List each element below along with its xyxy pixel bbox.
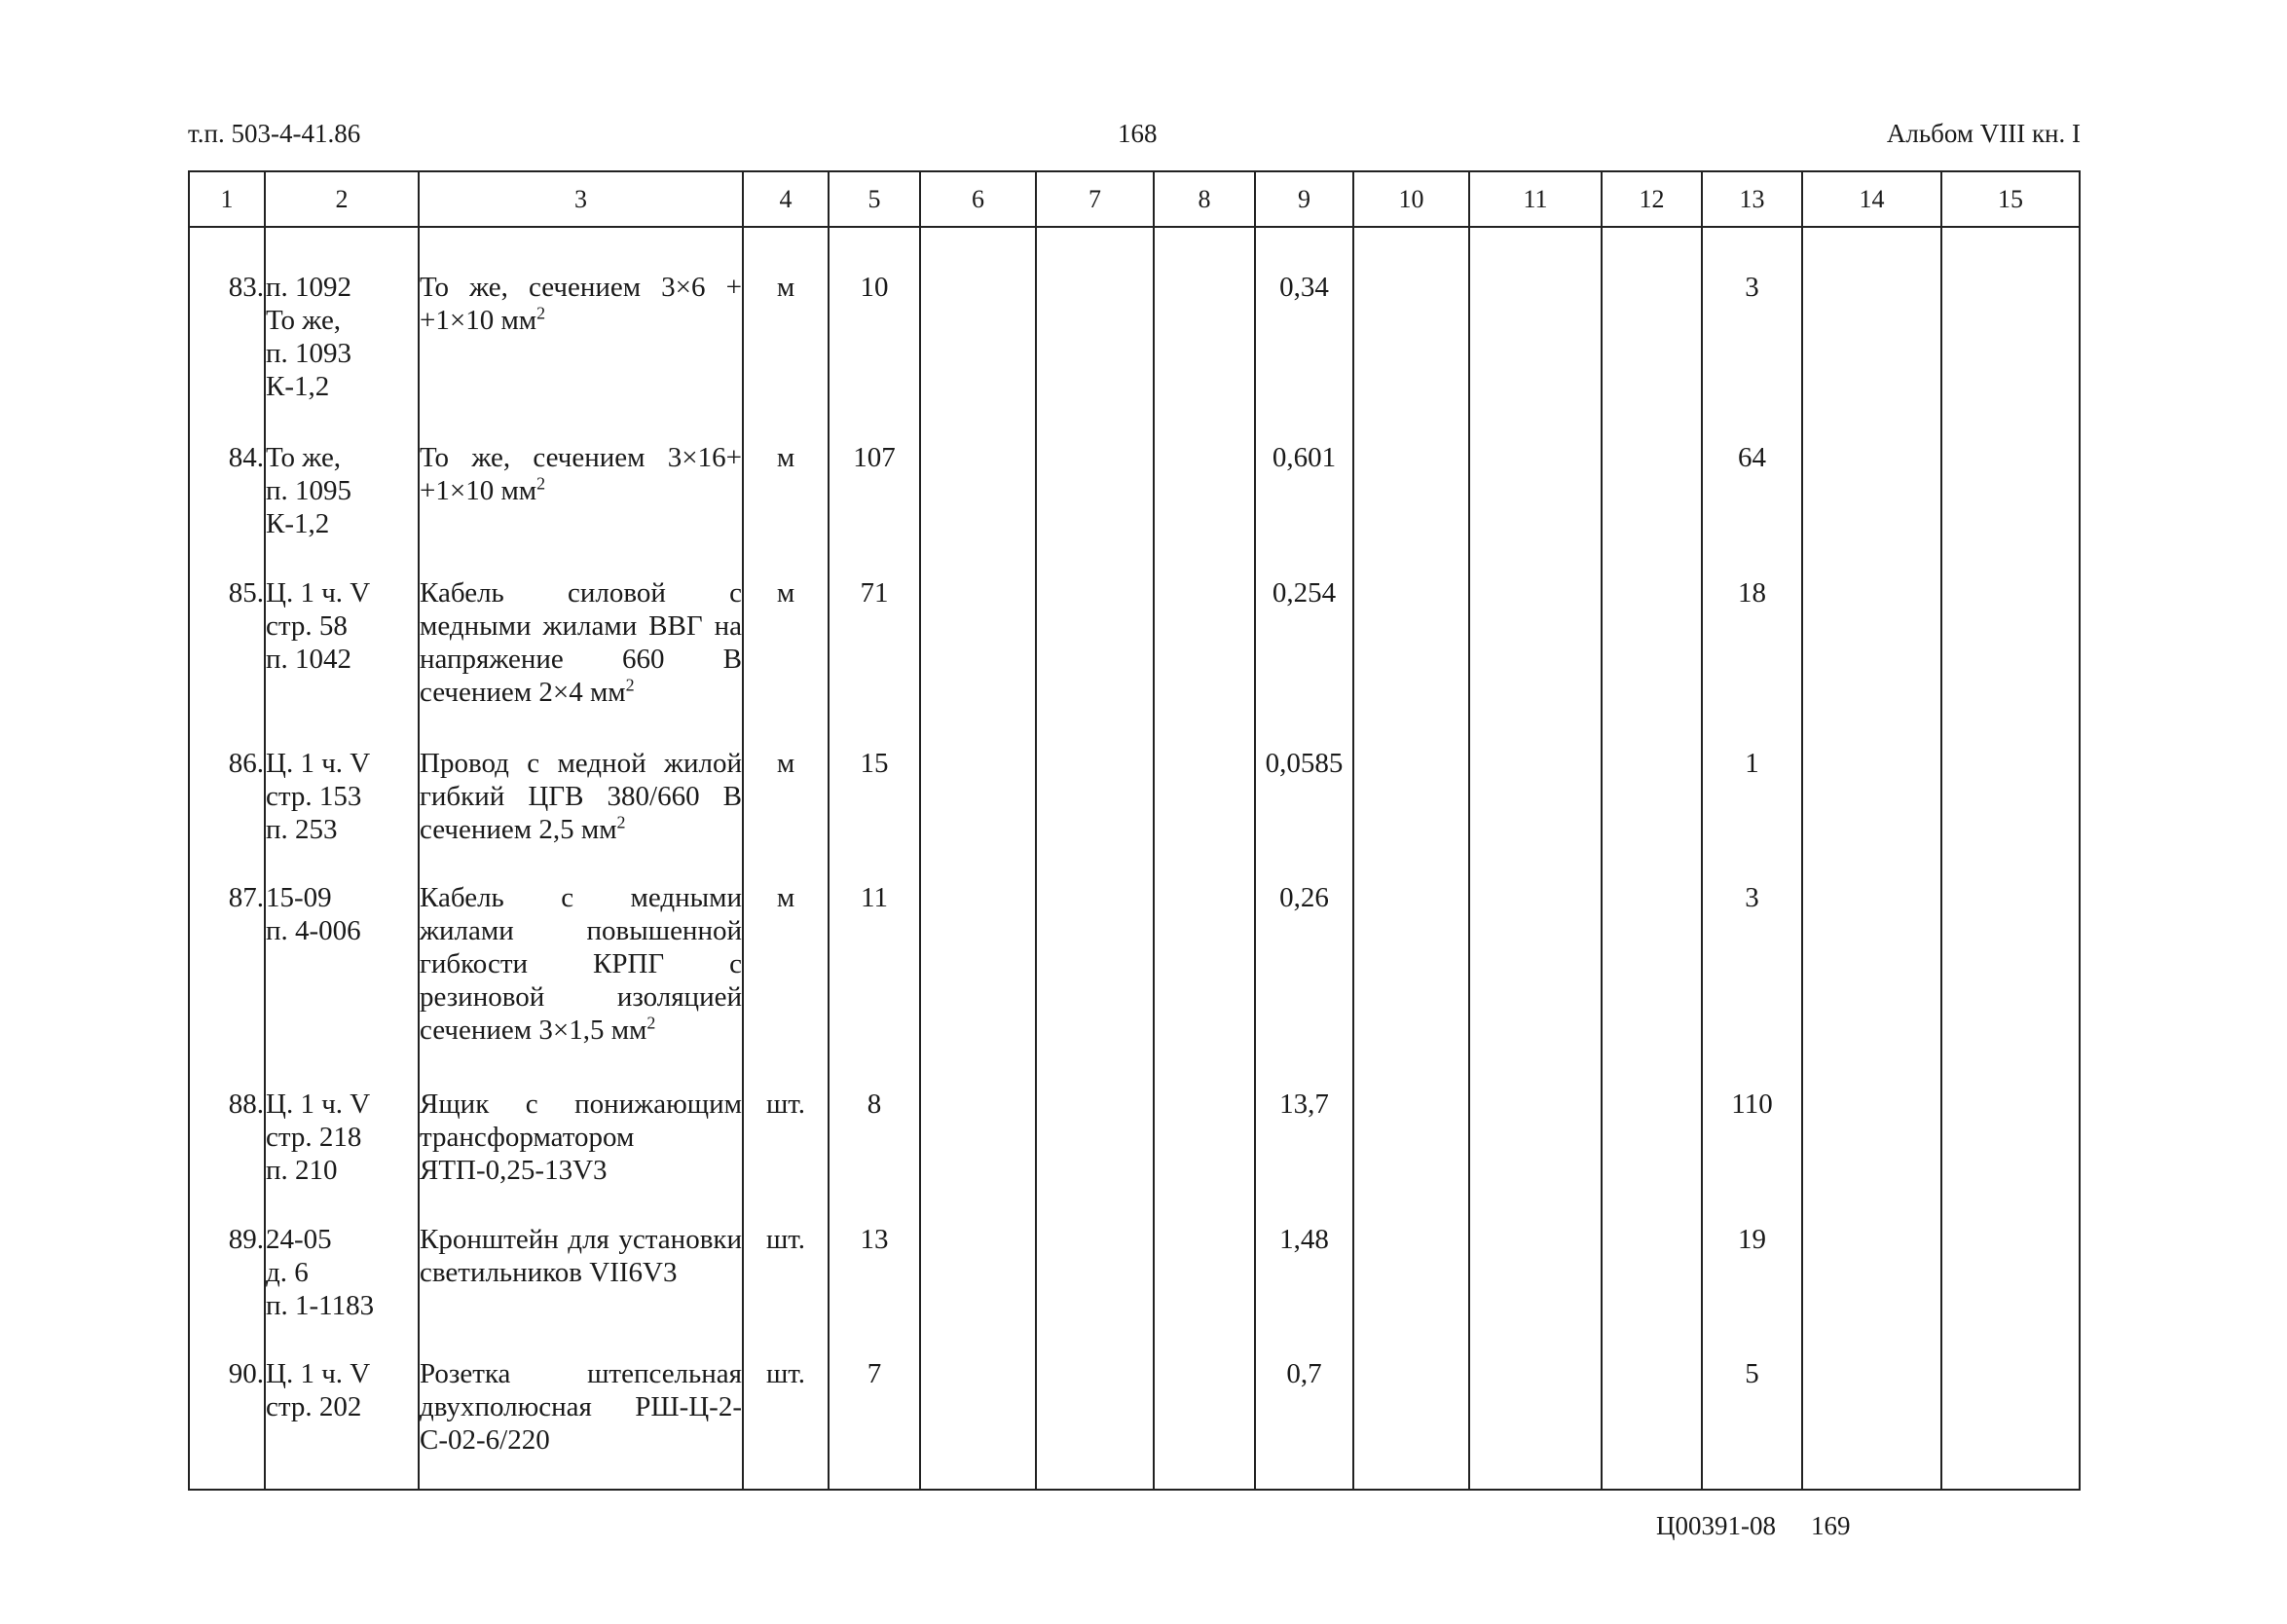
header-doc-number: т.п. 503-4-41.86 [188, 119, 361, 148]
row-col9: 0,601 [1255, 437, 1353, 572]
row-col9: 0,34 [1255, 267, 1353, 437]
column-header: 6 [920, 171, 1036, 227]
row-unit: м [743, 267, 829, 437]
description-text: Кронштейн для установки светильников VII6V3 [420, 1223, 742, 1288]
row-number: 83. [189, 267, 265, 437]
description-text: Кабель с медными жилами повышенной гибкости КРПГ с резиновой изоляцией сечением 3×1,5 мм [420, 882, 742, 1047]
row-number: 85. [189, 572, 265, 743]
row-reference: То же, п. 1095 К-1,2 [265, 437, 419, 572]
table-row [189, 1219, 2080, 1353]
row-reference: Ц. 1 ч. V стр. 218 п. 210 [265, 1084, 419, 1218]
superscript: 2 [536, 473, 546, 494]
row-quantity: 8 [829, 1084, 920, 1218]
estimate-table [188, 170, 2081, 1491]
row-unit: шт. [743, 1219, 829, 1353]
description-text: То же, сечением 3×16+ +1×10 мм [420, 442, 742, 507]
column-header: 15 [1941, 171, 2080, 227]
row-unit: шт. [743, 1084, 829, 1218]
table-row [189, 877, 2080, 1084]
row-col9: 0,0585 [1255, 743, 1353, 877]
row-quantity: 10 [829, 267, 920, 437]
row-quantity: 11 [829, 877, 920, 1084]
superscript: 2 [646, 1013, 656, 1033]
description-text: Розетка штепсельная двухполюсная РШ-Ц-2-С-02-6/220 [420, 1358, 742, 1457]
row-unit: м [743, 877, 829, 1084]
row-description [419, 1353, 743, 1488]
footer-sheet-code: Ц00391-08 [1656, 1511, 1776, 1540]
row-col9: 0,7 [1255, 1353, 1353, 1488]
column-header: 11 [1469, 171, 1602, 227]
description-text: То же, сечением 3×6 + +1×10 мм [420, 272, 742, 336]
column-header: 8 [1154, 171, 1255, 227]
row-description [419, 267, 743, 437]
row-quantity: 107 [829, 437, 920, 572]
row-col13: 110 [1702, 1084, 1802, 1218]
row-number: 87. [189, 877, 265, 1084]
column-number-row [189, 171, 2080, 227]
row-col13: 5 [1702, 1353, 1802, 1488]
superscript: 2 [625, 675, 635, 695]
row-description [419, 743, 743, 877]
row-col13: 1 [1702, 743, 1802, 877]
column-header: 9 [1255, 171, 1353, 227]
row-unit: шт. [743, 1353, 829, 1488]
column-header: 5 [829, 171, 920, 227]
row-col9: 0,26 [1255, 877, 1353, 1084]
table-row [189, 267, 2080, 437]
spacer-row [189, 227, 2080, 267]
column-header: 12 [1602, 171, 1702, 227]
row-reference: Ц. 1 ч. V стр. 58 п. 1042 [265, 572, 419, 743]
row-description [419, 437, 743, 572]
row-description [419, 1219, 743, 1353]
row-quantity: 13 [829, 1219, 920, 1353]
description-text: Ящик с понижающим трансформатором ЯТП-0,25-13V3 [420, 1089, 742, 1187]
table-row [189, 1353, 2080, 1488]
row-number: 86. [189, 743, 265, 877]
row-col9: 1,48 [1255, 1219, 1353, 1353]
row-reference: 15-09 п. 4-006 [265, 877, 419, 1084]
table-row [189, 743, 2080, 877]
column-header: 10 [1353, 171, 1469, 227]
row-col9: 0,254 [1255, 572, 1353, 743]
table-row [189, 437, 2080, 572]
row-unit: м [743, 743, 829, 877]
column-header: 4 [743, 171, 829, 227]
table-row [189, 572, 2080, 743]
row-description [419, 1084, 743, 1218]
row-number: 90. [189, 1353, 265, 1488]
row-col13: 3 [1702, 877, 1802, 1084]
column-header: 14 [1802, 171, 1941, 227]
description-text: Провод с медной жилой гибкий ЦГВ 380/660 В сечением 2,5 мм [420, 747, 742, 845]
header-page-number: 168 [1118, 119, 1158, 148]
row-description [419, 572, 743, 743]
table-row [189, 1084, 2080, 1218]
superscript: 2 [616, 812, 626, 832]
footer-page-number: 169 [1811, 1511, 1851, 1540]
column-header: 13 [1702, 171, 1802, 227]
row-unit: м [743, 572, 829, 743]
row-col13: 3 [1702, 267, 1802, 437]
row-number: 88. [189, 1084, 265, 1218]
row-reference: Ц. 1 ч. V стр. 202 [265, 1353, 419, 1488]
row-col13: 64 [1702, 437, 1802, 572]
row-quantity: 7 [829, 1353, 920, 1488]
row-col13: 19 [1702, 1219, 1802, 1353]
row-description [419, 877, 743, 1084]
row-quantity: 71 [829, 572, 920, 743]
row-col13: 18 [1702, 572, 1802, 743]
row-col9: 13,7 [1255, 1084, 1353, 1218]
column-header: 2 [265, 171, 419, 227]
row-reference: 24-05 д. 6 п. 1-1183 [265, 1219, 419, 1353]
row-unit: м [743, 437, 829, 572]
row-reference: Ц. 1 ч. V стр. 153 п. 253 [265, 743, 419, 877]
column-header: 1 [189, 171, 265, 227]
row-number: 89. [189, 1219, 265, 1353]
row-number: 84. [189, 437, 265, 572]
column-header: 7 [1036, 171, 1154, 227]
superscript: 2 [536, 303, 546, 323]
filler-row [189, 1489, 2080, 1490]
column-header: 3 [419, 171, 743, 227]
row-quantity: 15 [829, 743, 920, 877]
description-text: Кабель силовой с медными жилами ВВГ на напряжение 660 В сечением 2×4 мм [420, 576, 742, 708]
header-album: Альбом VIII кн. I [1886, 119, 2081, 148]
row-reference: п. 1092 То же, п. 1093 К-1,2 [265, 267, 419, 437]
